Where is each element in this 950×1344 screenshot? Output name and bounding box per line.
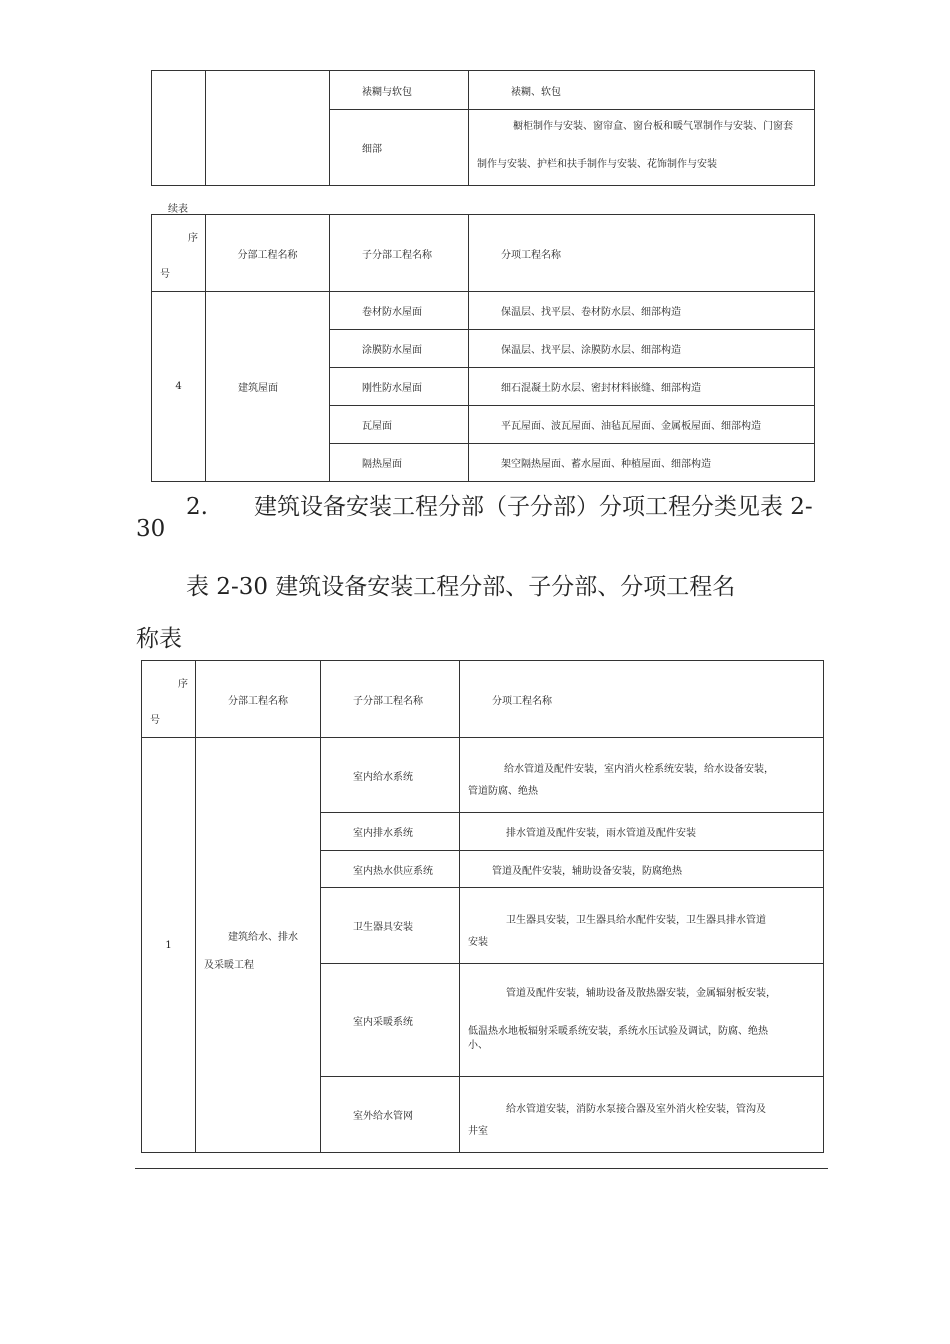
table-roof bbox=[151, 214, 815, 482]
header-index bbox=[142, 661, 196, 738]
items-line: 制作与安装、护栏和扶手制作与安装、花饰制作与安装 bbox=[477, 158, 717, 170]
items-cell bbox=[460, 1077, 824, 1153]
header-item: 分项工程名称 bbox=[460, 661, 824, 738]
header-index-top: 序 bbox=[188, 233, 198, 244]
index-cell: 4 bbox=[152, 292, 206, 482]
header-sub: 子分部工程名称 bbox=[330, 215, 469, 292]
items-cell bbox=[460, 964, 824, 1077]
sub-cell: 裱糊与软包 bbox=[330, 71, 469, 110]
part-cell bbox=[206, 71, 330, 186]
items-line: 给水管道及配件安装，室内消火栓系统安装，给水设备安装， bbox=[504, 764, 774, 775]
items-line: 安装 bbox=[468, 936, 488, 948]
table-row bbox=[152, 71, 815, 110]
header-part: 分部工程名称 bbox=[196, 661, 321, 738]
table-header-row bbox=[152, 215, 815, 292]
table-caption-continued: 称表 bbox=[136, 626, 182, 652]
table-row bbox=[152, 292, 815, 330]
items-line: 低温热水地板辐射采暖系统安装，系统水压试验及调试，防腐、绝热 bbox=[468, 1026, 768, 1037]
items-cell bbox=[469, 110, 815, 186]
items-cell: 管道及配件安装，辅助设备安装，防腐绝热 bbox=[460, 851, 824, 888]
table-equipment bbox=[141, 660, 824, 1153]
items-cell: 裱糊、软包 bbox=[469, 71, 815, 110]
items-cell: 架空隔热屋面、蓄水屋面、种植屋面、细部构造 bbox=[469, 444, 815, 482]
paragraph-line: 30 bbox=[136, 516, 166, 542]
sub-cell: 卷材防水屋面 bbox=[330, 292, 469, 330]
table-row bbox=[142, 738, 824, 813]
items-cell bbox=[460, 738, 824, 813]
part-cell: 建筑屋面 bbox=[206, 292, 330, 482]
items-line: 井室 bbox=[468, 1125, 488, 1137]
continued-label: 续表 bbox=[168, 204, 188, 215]
header-sub: 子分部工程名称 bbox=[321, 661, 460, 738]
sub-cell: 室内热水供应系统 bbox=[321, 851, 460, 888]
part-line: 及采暖工程 bbox=[204, 959, 254, 971]
table-header-row bbox=[142, 661, 824, 738]
items-line: 管道防腐、绝热 bbox=[468, 786, 538, 797]
header-index-bottom: 号 bbox=[160, 269, 170, 280]
index-cell bbox=[152, 71, 206, 186]
sub-cell: 刚性防水屋面 bbox=[330, 368, 469, 406]
sub-cell: 室内采暖系统 bbox=[321, 964, 460, 1077]
items-line: 小、 bbox=[468, 1040, 488, 1051]
header-index bbox=[152, 215, 206, 292]
sub-cell: 室内给水系统 bbox=[321, 738, 460, 813]
items-line: 给水管道安装，消防水泵接合器及室外消火栓安装，管沟及 bbox=[506, 1103, 766, 1115]
items-cell: 保温层、找平层、卷材防水层、细部构造 bbox=[469, 292, 815, 330]
footer-divider bbox=[135, 1168, 828, 1169]
items-cell: 保温层、找平层、涂膜防水层、细部构造 bbox=[469, 330, 815, 368]
items-cell: 平瓦屋面、波瓦屋面、油毡瓦屋面、金属板屋面、细部构造 bbox=[469, 406, 815, 444]
table-top-fragment bbox=[151, 70, 815, 186]
sub-cell: 隔热屋面 bbox=[330, 444, 469, 482]
header-index-top: 序 bbox=[178, 679, 188, 690]
items-cell: 排水管道及配件安装，雨水管道及配件安装 bbox=[460, 813, 824, 851]
sub-cell: 涂膜防水屋面 bbox=[330, 330, 469, 368]
part-cell bbox=[196, 738, 321, 1153]
items-cell bbox=[460, 888, 824, 964]
items-line: 卫生器具安装，卫生器具给水配件安装，卫生器具排水管道 bbox=[506, 914, 766, 926]
sub-cell: 室内排水系统 bbox=[321, 813, 460, 851]
items-cell: 细石混凝土防水层、密封材料嵌缝、细部构造 bbox=[469, 368, 815, 406]
header-part: 分部工程名称 bbox=[206, 215, 330, 292]
items-line: 管道及配件安装，辅助设备及散热器安装，金属辐射板安装， bbox=[506, 988, 776, 999]
header-item: 分项工程名称 bbox=[469, 215, 815, 292]
table-caption: 表 2-30 建筑设备安装工程分部、子分部、分项工程名 bbox=[186, 574, 736, 600]
sub-cell: 室外给水管网 bbox=[321, 1077, 460, 1153]
index-cell: 1 bbox=[142, 738, 196, 1153]
items-line: 橱柜制作与安装、窗帘盒、窗台板和暖气罩制作与安装、门窗套 bbox=[513, 120, 793, 132]
sub-cell: 卫生器具安装 bbox=[321, 888, 460, 964]
paragraph-line: 2. 建筑设备安装工程分部（子分部）分项工程分类见表 2- bbox=[186, 494, 813, 520]
sub-cell: 瓦屋面 bbox=[330, 406, 469, 444]
part-line: 建筑给水、排水 bbox=[228, 931, 298, 943]
sub-cell: 细部 bbox=[330, 110, 469, 186]
header-index-bottom: 号 bbox=[150, 715, 160, 726]
